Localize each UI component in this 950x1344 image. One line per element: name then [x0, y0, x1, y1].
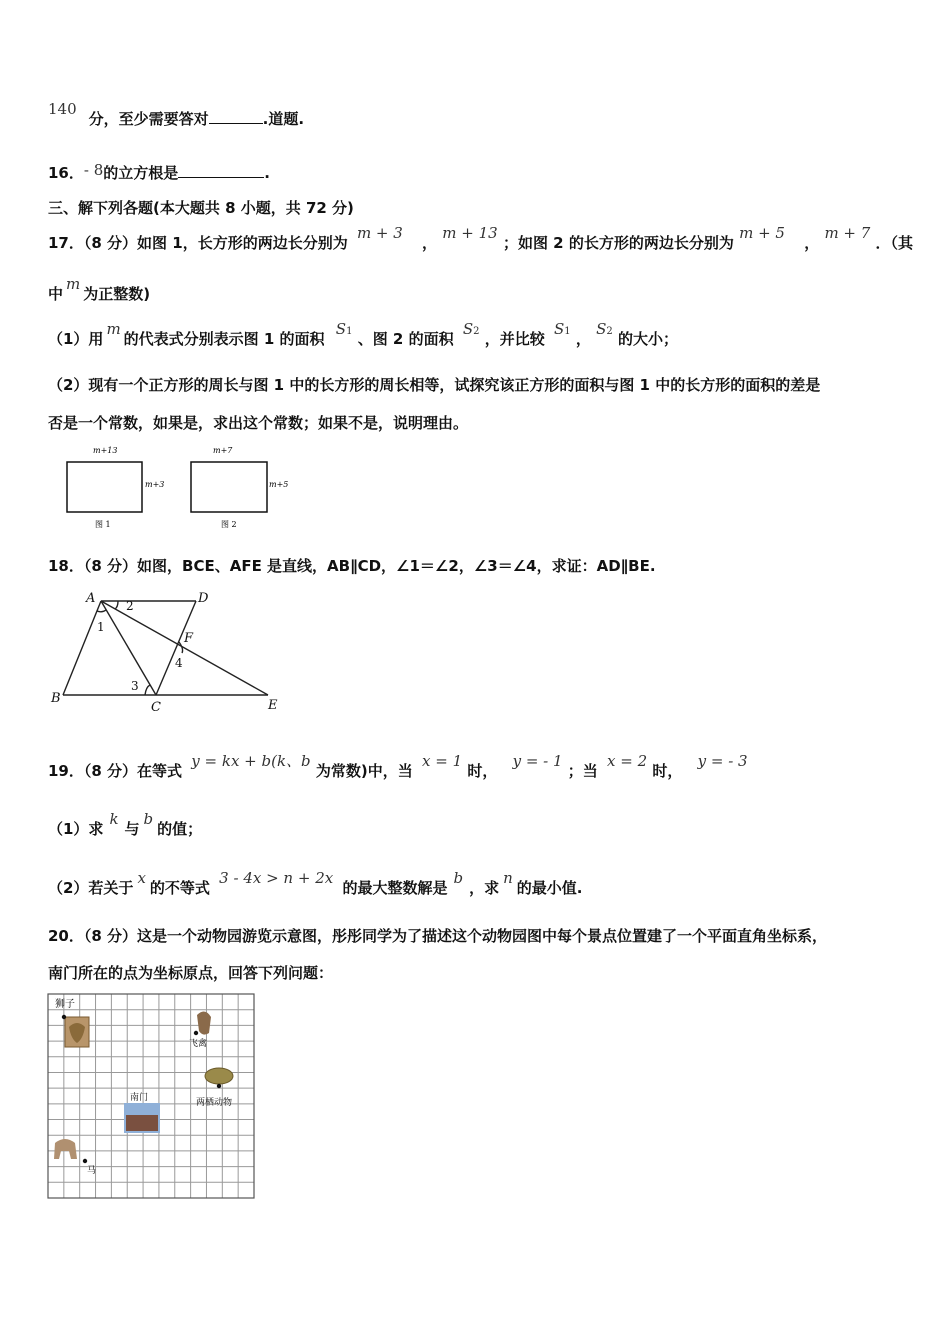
birds-label: 飞禽: [189, 1039, 208, 1049]
point-D: D: [198, 591, 209, 606]
fig2-top-label: m+7: [213, 446, 233, 455]
point-F: F: [184, 631, 194, 646]
section-heading: 三、解下列各题(本大题共 8 小题，共 72 分): [48, 199, 354, 217]
fig2-rectangle: [191, 462, 267, 512]
answer-blank: [209, 123, 263, 124]
angle-arc-3: [145, 685, 150, 695]
angle-label-1: 1: [97, 620, 105, 634]
angle-arc-1: [97, 610, 106, 612]
q19-part2: （2）若关于x的不等式 3 - 4x > n + 2x 的最大整数解是b，求n的最小值.: [48, 869, 583, 897]
q17-part2-line1: （2）现有一个正方形的周长与图 1 中的长方形的周长相等，试探究该正方形的面积与图 1 中的长方形的面积的差是: [48, 376, 821, 394]
q16: 16．- 8的立方根是 .: [48, 161, 270, 182]
south-gate-label: 南门: [130, 1093, 149, 1103]
q20-line1: 20．（8 分）这是一个动物园游览示意图，彤彤同学为了描述这个动物园图中每个景点位置建了一个平面直角坐标系，: [48, 927, 828, 945]
q17-part1: （1）用m的代表式分别表示图 1 的面积 S1 、图 2 的面积 S2 ，并比较 S1 ， S2 的大小；: [48, 320, 678, 348]
point-E: E: [268, 698, 278, 713]
point-C: C: [151, 700, 161, 715]
q18-text: 18．（8 分）如图，BCE、AFE 是直线，AB∥CD，∠1＝∠2，∠3＝∠4，求证：AD∥BE.: [48, 557, 656, 575]
fig1-top-label: m+13: [93, 446, 118, 455]
segment-AE: [101, 601, 268, 695]
segment-AB: [63, 601, 101, 695]
fig2-side-label: m+5: [269, 480, 289, 489]
lion-point: [62, 1015, 66, 1019]
angle-label-2: 2: [126, 599, 134, 613]
q17-part2-line2: 否是一个常数，如果是，求出这个常数；如果不是，说明理由。: [48, 414, 469, 432]
point-B: B: [51, 691, 61, 706]
q17-figures: [55, 440, 315, 535]
birds-point: [194, 1031, 198, 1035]
q20-line2: 南门所在的点为坐标原点，回答下列问题：: [48, 964, 334, 982]
zoo-map-grid: [47, 993, 259, 1203]
bird-icon: [197, 1011, 211, 1034]
amphibians-label: 两栖动物: [196, 1098, 233, 1108]
q19-line1: 19．（8 分）在等式 y = kx + b(k、b 为常数)中，当 x = 1 时， y = - 1 ；当 x = 2 时， y = - 3: [48, 752, 748, 780]
q17-line2: 中m为正整数): [48, 275, 151, 303]
angle-label-3: 3: [131, 679, 139, 693]
fig2-caption: 图 2: [221, 520, 237, 529]
q18-geometry-figure: [46, 587, 291, 717]
angle-arc-2: [115, 601, 118, 609]
point-A: A: [86, 591, 96, 606]
q17-line1: 17．（8 分）如图 1，长方形的两边长分别为 m + 3 ， m + 13 ；如图 2 的长方形的两边长分别为 m + 5 ， m + 7 ．（其: [48, 224, 914, 252]
angle-label-4: 4: [175, 656, 183, 670]
amphibians-point: [217, 1084, 221, 1088]
answer-blank: [178, 177, 264, 178]
q15-tail: 140分，至少需要答对 .道题.: [48, 100, 305, 128]
horse-icon: [54, 1139, 77, 1159]
angle-arc-4: [179, 642, 183, 653]
horse-label: 马: [87, 1166, 97, 1176]
segment-AC: [101, 601, 156, 695]
horse-point: [83, 1159, 87, 1163]
south-gate-building-icon: [126, 1115, 158, 1131]
fig1-caption: 图 1: [95, 520, 111, 529]
fig1-side-label: m+3: [145, 480, 165, 489]
frog-icon: [205, 1068, 233, 1084]
segment-CD: [156, 601, 196, 695]
fig1-rectangle: [67, 462, 142, 512]
lion-label: 狮子: [55, 999, 75, 1010]
q19-part1: （1）求k与b的值；: [48, 810, 203, 838]
